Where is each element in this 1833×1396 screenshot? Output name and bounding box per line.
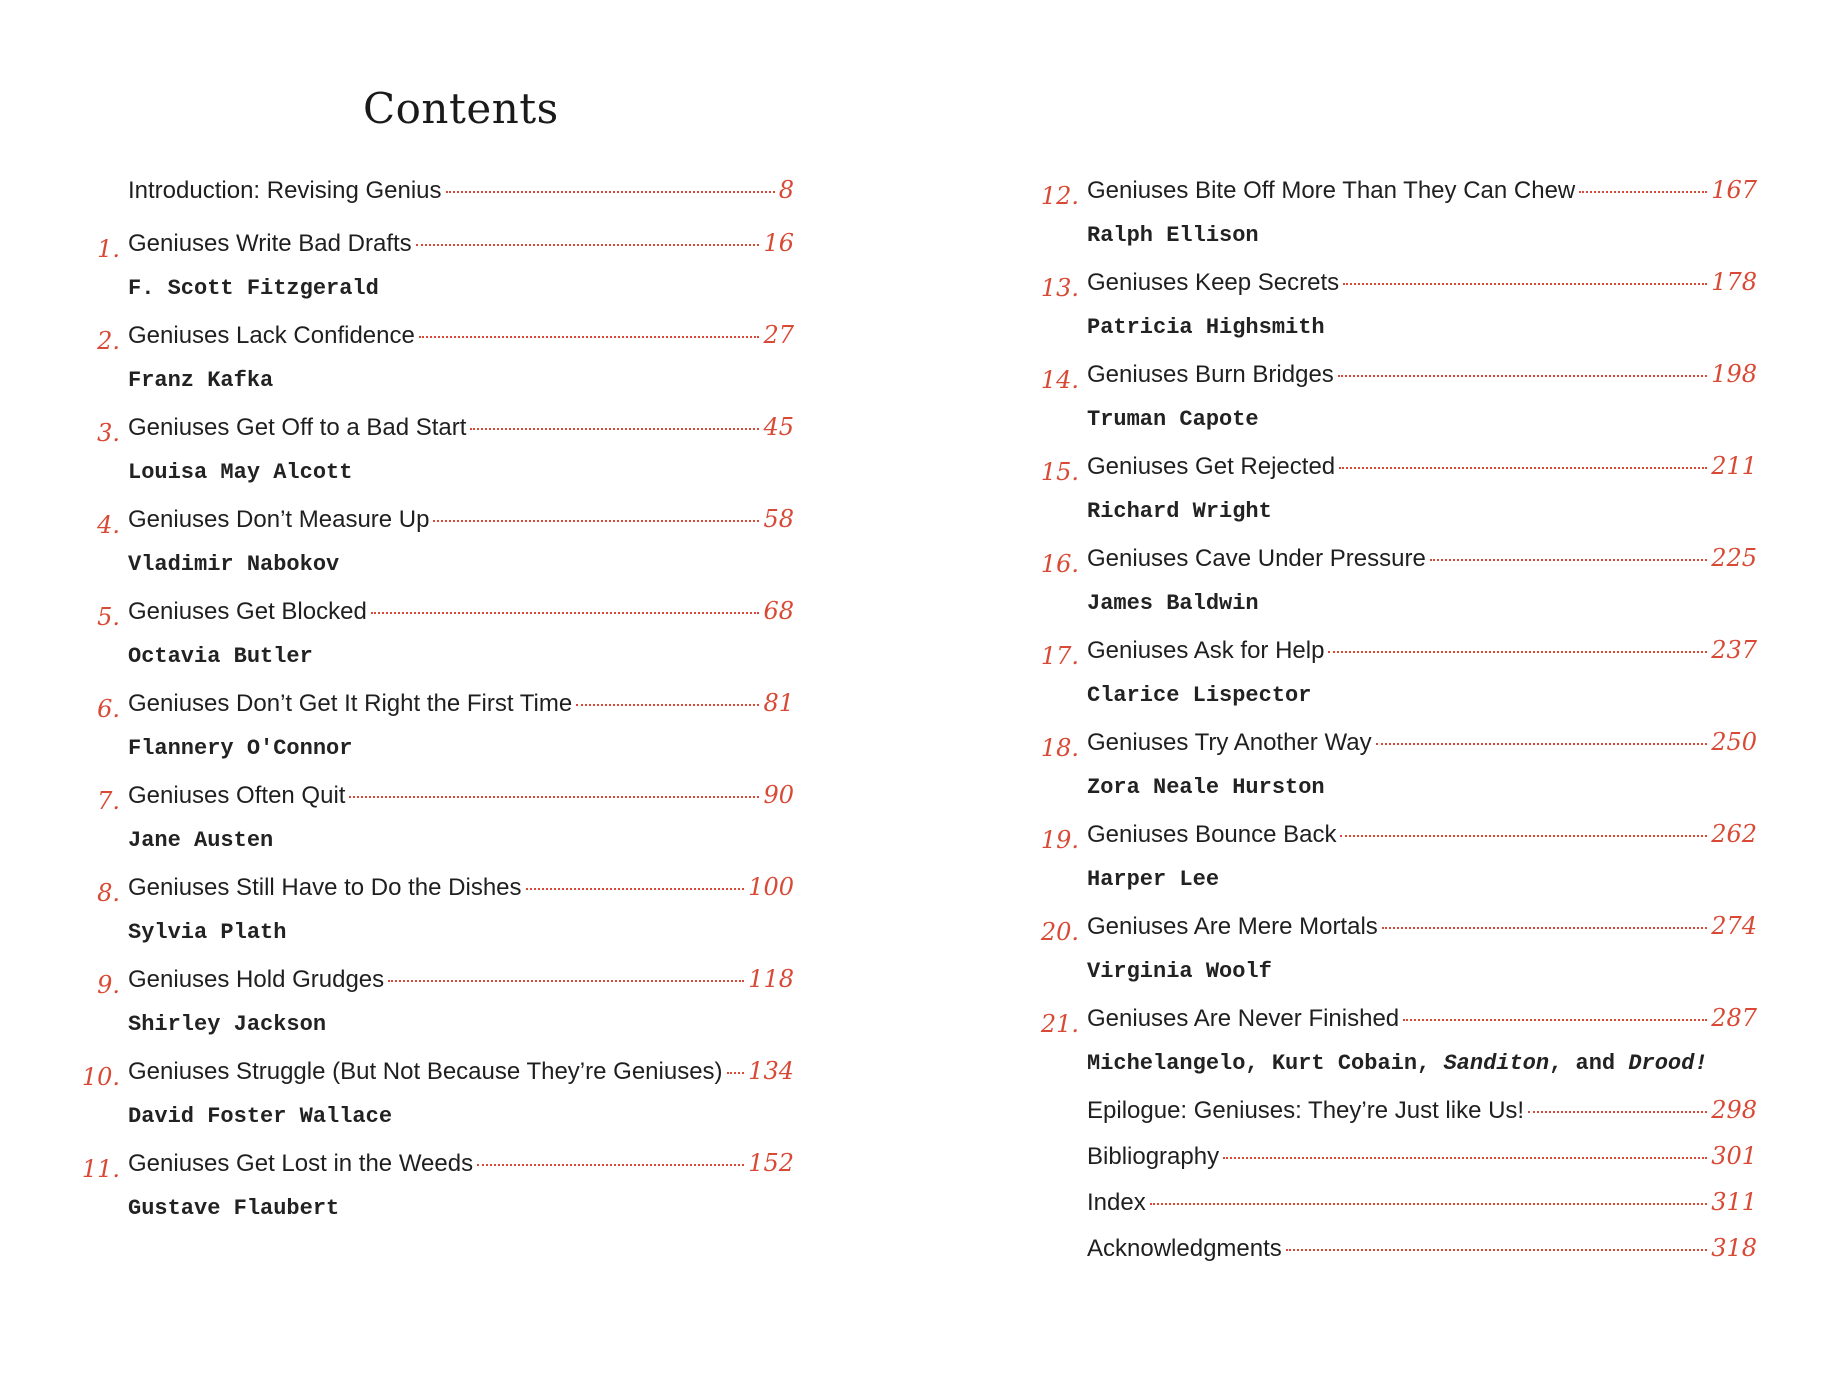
toc-entry-chapter-14[interactable] [1029, 360, 1757, 452]
dot-leader [576, 704, 759, 706]
toc-entry-chapter-2[interactable] [70, 321, 794, 413]
author-name: Ralph Ellison [1087, 223, 1259, 248]
dot-leader [1403, 1019, 1707, 1021]
entry-title: Index [1087, 1189, 1146, 1216]
toc-entry-backmatter[interactable] [1029, 1188, 1757, 1234]
page-number: 58 [763, 505, 794, 533]
entry-title: Geniuses Lack Confidence [128, 322, 415, 349]
dot-leader [1343, 283, 1707, 285]
toc-entry-introduction[interactable] [70, 176, 794, 229]
dot-leader [1328, 651, 1707, 653]
entry-title: Geniuses Get Rejected [1087, 453, 1336, 480]
title-italic: Drood! [1628, 1051, 1708, 1076]
dot-leader [349, 796, 759, 798]
entry-title: Acknowledgments [1087, 1235, 1282, 1262]
author-text: , and [1549, 1051, 1629, 1076]
chapter-number: 6. [97, 695, 120, 723]
entry-line [128, 781, 794, 821]
chapter-list-left [70, 229, 794, 1241]
dot-leader [526, 888, 745, 890]
dot-leader [1579, 191, 1707, 193]
toc-entry-chapter-15[interactable] [1029, 452, 1757, 544]
entry-title: Geniuses Get Lost in the Weeds [128, 1150, 474, 1177]
entry-line [128, 597, 794, 637]
author-name: Patricia Highsmith [1087, 315, 1325, 340]
page-title: Contents [363, 84, 559, 133]
page-number: 262 [1711, 820, 1757, 848]
chapter-number: 19. [1040, 826, 1079, 854]
toc-column-left [70, 176, 794, 1241]
page-number: 211 [1711, 452, 1757, 480]
author-name: Clarice Lispector [1087, 683, 1312, 708]
toc-column-right [1029, 176, 1757, 1280]
page-number: 287 [1711, 1004, 1757, 1032]
toc-entry-chapter-3[interactable] [70, 413, 794, 505]
page-number: 178 [1711, 268, 1757, 296]
author-name: Jane Austen [128, 828, 274, 853]
chapter-number: 15. [1040, 458, 1079, 486]
author-name: James Baldwin [1087, 591, 1259, 616]
entry-title: Geniuses Get Blocked [128, 598, 367, 625]
dot-leader [388, 980, 744, 982]
page-number: 68 [763, 597, 794, 625]
dot-leader [1223, 1157, 1707, 1159]
author-name: Harper Lee [1087, 867, 1220, 892]
entry-line [128, 689, 794, 729]
entry-title: Geniuses Still Have to Do the Dishes [128, 874, 522, 901]
toc-entry-backmatter[interactable] [1029, 1142, 1757, 1188]
toc-entry-chapter-20[interactable] [1029, 912, 1757, 1004]
chapter-number: 8. [97, 879, 120, 907]
author-name: Truman Capote [1087, 407, 1259, 432]
chapter-number: 11. [81, 1155, 120, 1183]
chapter-number: 2. [97, 327, 120, 355]
entry-title: Bibliography [1087, 1143, 1220, 1170]
entry-line [128, 505, 794, 545]
entry-line [1087, 820, 1757, 860]
page-number: 311 [1711, 1188, 1757, 1216]
page-number: 298 [1711, 1096, 1757, 1124]
entry-title: Geniuses Burn Bridges [1087, 361, 1334, 388]
page-number: 198 [1711, 360, 1757, 388]
dot-leader [477, 1164, 744, 1166]
toc-entry-chapter-4[interactable] [70, 505, 794, 597]
author-name: Richard Wright [1087, 499, 1272, 524]
entry-title: Geniuses Write Bad Drafts [128, 230, 412, 257]
page-number: 274 [1711, 912, 1757, 940]
author-name: Octavia Butler [128, 644, 313, 669]
toc-entry-chapter-21[interactable] [1029, 1004, 1757, 1096]
entry-line [1087, 544, 1757, 584]
chapter-list-right [1029, 176, 1757, 1096]
entry-title: Geniuses Bounce Back [1087, 821, 1337, 848]
entry-title: Geniuses Are Mere Mortals [1087, 913, 1378, 940]
entry-line [1087, 176, 1757, 216]
author-name: F. Scott Fitzgerald [128, 276, 379, 301]
entry-line [1087, 1096, 1757, 1136]
page-number: 301 [1711, 1142, 1757, 1170]
dot-leader [1339, 467, 1707, 469]
toc-entry-chapter-5[interactable] [70, 597, 794, 689]
chapter-number: 17. [1040, 642, 1079, 670]
toc-entry-backmatter[interactable] [1029, 1096, 1757, 1142]
toc-entry-chapter-10[interactable] [70, 1057, 794, 1149]
entry-title: Geniuses Ask for Help [1087, 637, 1325, 664]
entry-title: Geniuses Bite Off More Than They Can Chew [1087, 177, 1576, 204]
page-number: 118 [748, 965, 794, 993]
author-name: David Foster Wallace [128, 1104, 393, 1129]
author-name: Vladimir Nabokov [128, 552, 340, 577]
entry-line [1087, 1004, 1757, 1044]
page-number: 134 [748, 1057, 794, 1085]
page-number: 250 [1711, 728, 1757, 756]
entry-line [1087, 1234, 1757, 1274]
chapter-number: 18. [1040, 734, 1079, 762]
chapter-number: 12. [1040, 182, 1079, 210]
chapter-number: 14. [1040, 366, 1079, 394]
entry-line [128, 1057, 794, 1097]
author-name: Sylvia Plath [128, 920, 287, 945]
author-name: Shirley Jackson [128, 1012, 327, 1037]
page-number: 237 [1711, 636, 1757, 664]
dot-leader [1286, 1249, 1707, 1251]
entry-title: Geniuses Try Another Way [1087, 729, 1372, 756]
dot-leader [416, 244, 760, 246]
entry-title: Geniuses Are Never Finished [1087, 1005, 1400, 1032]
page-number: 167 [1711, 176, 1757, 204]
entry-line [1087, 268, 1757, 308]
dot-leader [1150, 1203, 1707, 1205]
entry-title: Geniuses Hold Grudges [128, 966, 385, 993]
toc-entry-chapter-17[interactable] [1029, 636, 1757, 728]
toc-entry-chapter-11[interactable] [70, 1149, 794, 1241]
entry-line [128, 321, 794, 361]
entry-title: Geniuses Keep Secrets [1087, 269, 1340, 296]
toc-entry-chapter-8[interactable] [70, 873, 794, 965]
dot-leader [433, 520, 759, 522]
page-number: 318 [1711, 1234, 1757, 1262]
author-text: Michelangelo, Kurt Cobain, [1087, 1051, 1444, 1076]
toc-entry-chapter-18[interactable] [1029, 728, 1757, 820]
entry-line [128, 1149, 794, 1189]
dot-leader [446, 191, 775, 193]
dot-leader [419, 336, 760, 338]
chapter-number: 4. [97, 511, 120, 539]
entry-title: Introduction: Revising Genius [128, 177, 442, 204]
entry-line [128, 413, 794, 453]
author-name: Flannery O'Connor [128, 736, 353, 761]
toc-entry-chapter-6[interactable] [70, 689, 794, 781]
page-number: 81 [763, 689, 794, 717]
entry-line [1087, 912, 1757, 952]
entry-title: Geniuses Get Off to a Bad Start [128, 414, 467, 441]
dot-leader [1528, 1111, 1707, 1113]
page-number: 45 [763, 413, 794, 441]
title-italic: Sanditon [1443, 1051, 1550, 1076]
dot-leader [1430, 559, 1707, 561]
page-number: 8 [778, 176, 794, 204]
author-name: Gustave Flaubert [128, 1196, 340, 1221]
entry-title: Geniuses Struggle (But Not Because They’re Geniuses) [128, 1058, 723, 1085]
dot-leader [1382, 927, 1707, 929]
chapter-number: 20. [1040, 918, 1079, 946]
toc-entry-chapter-16[interactable] [1029, 544, 1757, 636]
entry-line [128, 873, 794, 913]
entry-line [128, 965, 794, 1005]
dot-leader [1376, 743, 1708, 745]
chapter-number: 7. [97, 787, 120, 815]
chapter-number: 16. [1040, 550, 1079, 578]
toc-entry-chapter-13[interactable] [1029, 268, 1757, 360]
entry-line [128, 176, 794, 216]
dot-leader [470, 428, 759, 430]
entry-title: Geniuses Cave Under Pressure [1087, 545, 1426, 572]
chapter-number: 3. [97, 419, 120, 447]
page-number: 100 [748, 873, 794, 901]
chapter-number: 9. [97, 971, 120, 999]
entry-title: Geniuses Don’t Measure Up [128, 506, 430, 533]
page-number: 27 [763, 321, 794, 349]
toc-entry-chapter-1[interactable] [70, 229, 794, 321]
entry-line [1087, 1142, 1757, 1182]
entry-title: Epilogue: Geniuses: They’re Just like Us! [1087, 1097, 1525, 1124]
chapter-number: 10. [81, 1063, 120, 1091]
chapter-number: 1. [97, 235, 120, 263]
author-name: Zora Neale Hurston [1087, 775, 1325, 800]
author-name: Franz Kafka [128, 368, 274, 393]
toc-entry-backmatter[interactable] [1029, 1234, 1757, 1280]
toc-entry-chapter-19[interactable] [1029, 820, 1757, 912]
author-name: Louisa May Alcott [128, 460, 353, 485]
entry-line [1087, 728, 1757, 768]
dot-leader [727, 1072, 745, 1074]
entry-title: Geniuses Don’t Get It Right the First Time [128, 690, 573, 717]
chapter-number: 13. [1040, 274, 1079, 302]
page-number: 16 [763, 229, 794, 257]
page-number: 90 [763, 781, 794, 809]
dot-leader [1340, 835, 1707, 837]
entry-line [1087, 636, 1757, 676]
page-number: 152 [748, 1149, 794, 1177]
entry-line [1087, 360, 1757, 400]
toc-entry-chapter-9[interactable] [70, 965, 794, 1057]
page-number: 225 [1711, 544, 1757, 572]
dot-leader [371, 612, 760, 614]
entry-line [128, 229, 794, 269]
toc-entry-chapter-7[interactable] [70, 781, 794, 873]
author-name [1087, 1044, 1757, 1084]
chapter-number: 21. [1040, 1010, 1079, 1038]
entry-line [1087, 1188, 1757, 1228]
backmatter-list [1029, 1096, 1757, 1280]
author-name: Virginia Woolf [1087, 959, 1272, 984]
entry-line [1087, 452, 1757, 492]
entry-title: Geniuses Often Quit [128, 782, 346, 809]
toc-entry-chapter-12[interactable] [1029, 176, 1757, 268]
chapter-number: 5. [97, 603, 120, 631]
dot-leader [1338, 375, 1707, 377]
